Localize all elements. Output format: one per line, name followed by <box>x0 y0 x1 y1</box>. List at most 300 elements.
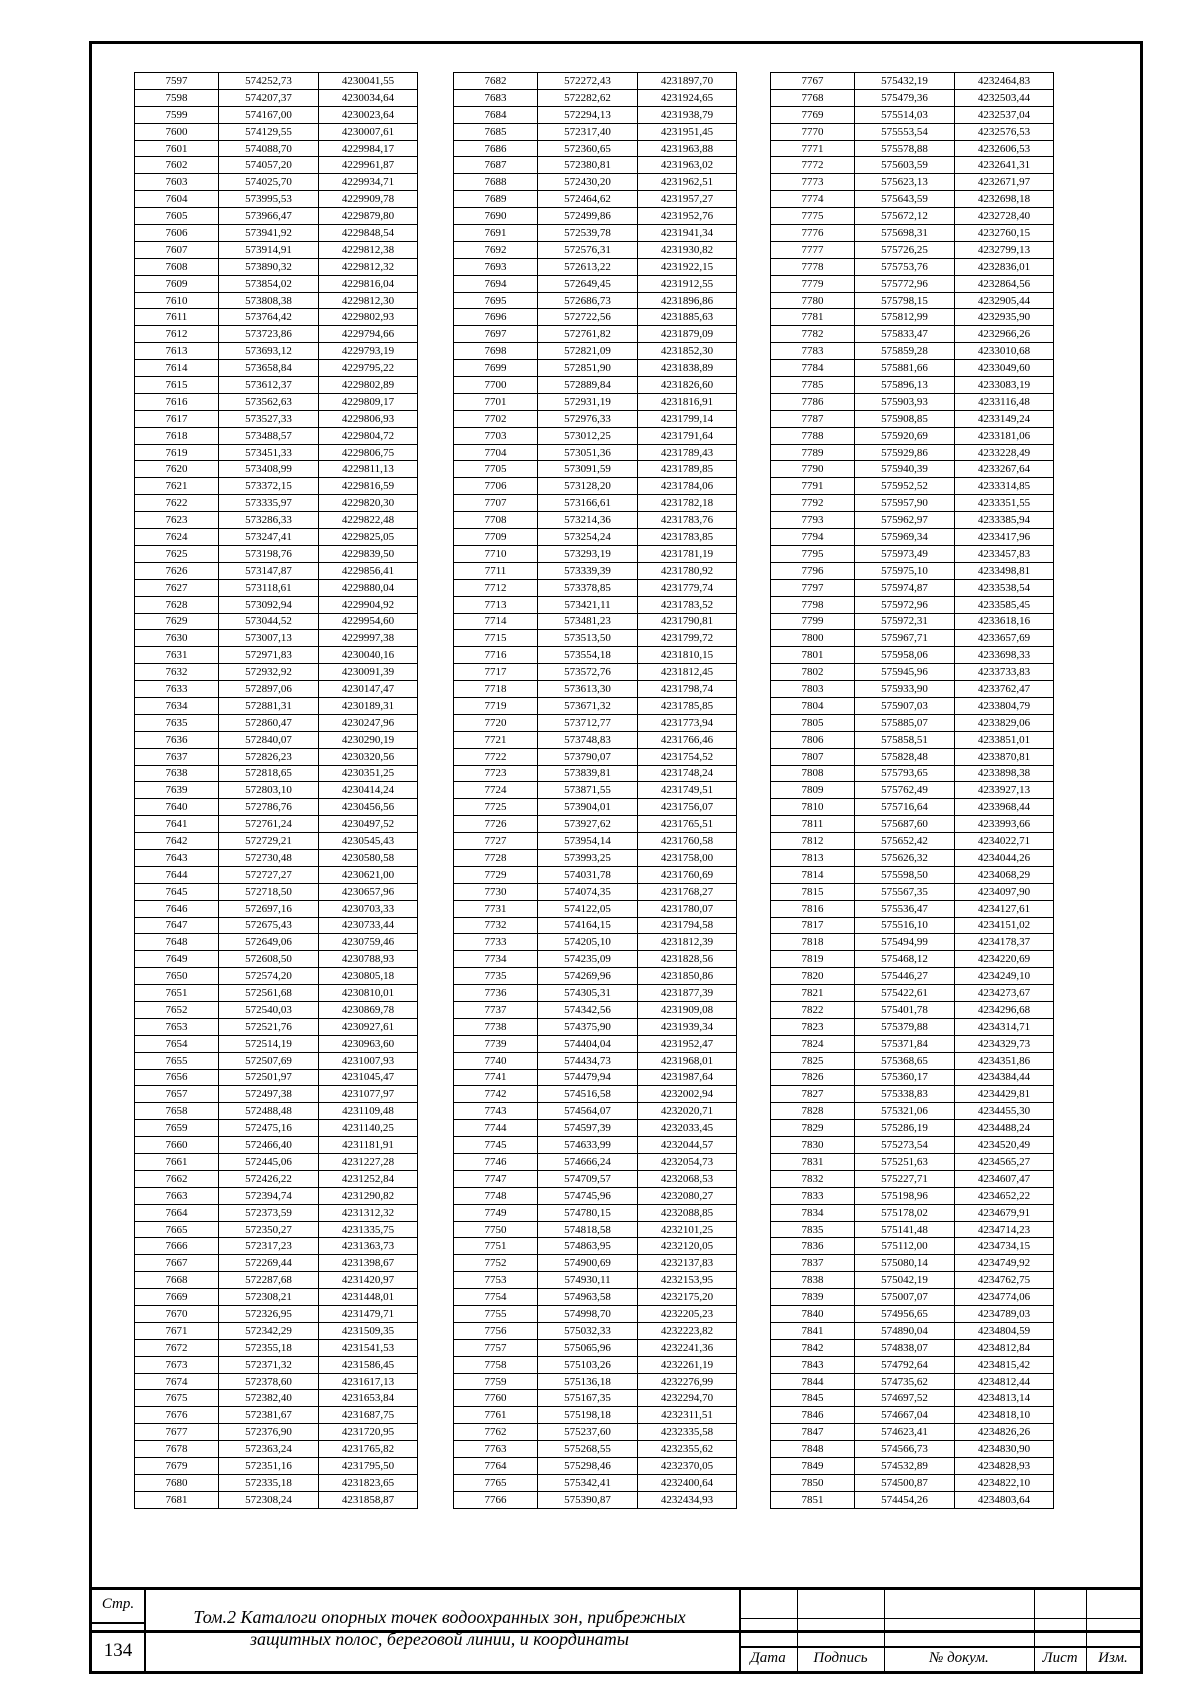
x-coordinate-cell: 572308,24 <box>219 1491 319 1508</box>
point-number-cell: 7666 <box>135 1238 219 1255</box>
x-coordinate-cell: 573693,12 <box>219 343 319 360</box>
point-number-cell: 7834 <box>771 1204 855 1221</box>
y-coordinate-cell: 4229811,13 <box>319 461 418 478</box>
table-row <box>135 748 418 765</box>
point-number-cell: 7742 <box>454 1086 538 1103</box>
table-row <box>771 748 1054 765</box>
table-row <box>771 934 1054 951</box>
y-coordinate-cell: 4233351,55 <box>955 495 1054 512</box>
table-row <box>771 393 1054 410</box>
x-coordinate-cell: 575298,46 <box>538 1458 638 1475</box>
table-row <box>135 140 418 157</box>
y-coordinate-cell: 4230040,16 <box>319 647 418 664</box>
point-number-cell: 7653 <box>135 1018 219 1035</box>
table-row <box>454 664 737 681</box>
x-coordinate-cell: 575967,71 <box>855 630 955 647</box>
table-row <box>135 1306 418 1323</box>
point-number-cell: 7709 <box>454 529 538 546</box>
table-row <box>454 191 737 208</box>
y-coordinate-cell: 4229812,32 <box>319 258 418 275</box>
table-row <box>135 427 418 444</box>
table-row <box>771 1424 1054 1441</box>
y-coordinate-cell: 4234565,27 <box>955 1154 1054 1171</box>
table-row <box>454 1187 737 1204</box>
y-coordinate-cell: 4234679,91 <box>955 1204 1054 1221</box>
point-number-cell: 7645 <box>135 883 219 900</box>
x-coordinate-cell: 575716,64 <box>855 799 955 816</box>
x-coordinate-cell: 573051,36 <box>538 444 638 461</box>
table-row <box>135 816 418 833</box>
x-coordinate-cell: 573166,61 <box>538 495 638 512</box>
table-row <box>771 579 1054 596</box>
y-coordinate-cell: 4233585,45 <box>955 596 1054 613</box>
point-number-cell: 7634 <box>135 697 219 714</box>
y-coordinate-cell: 4230810,01 <box>319 985 418 1002</box>
y-coordinate-cell: 4231838,89 <box>638 360 737 377</box>
y-coordinate-cell: 4232355,62 <box>638 1441 737 1458</box>
point-number-cell: 7801 <box>771 647 855 664</box>
point-number-cell: 7754 <box>454 1289 538 1306</box>
x-coordinate-cell: 574930,11 <box>538 1272 638 1289</box>
table-row <box>771 1289 1054 1306</box>
y-coordinate-cell: 4234127,61 <box>955 900 1054 917</box>
x-coordinate-cell: 575672,12 <box>855 208 955 225</box>
table-row <box>135 1052 418 1069</box>
y-coordinate-cell: 4234815,42 <box>955 1356 1054 1373</box>
point-number-cell: 7824 <box>771 1035 855 1052</box>
table-row <box>454 258 737 275</box>
y-coordinate-cell: 4231398,67 <box>319 1255 418 1272</box>
point-number-cell: 7604 <box>135 191 219 208</box>
x-coordinate-cell: 572350,27 <box>219 1221 319 1238</box>
point-number-cell: 7811 <box>771 816 855 833</box>
x-coordinate-cell: 575390,87 <box>538 1491 638 1508</box>
point-number-cell: 7681 <box>135 1491 219 1508</box>
x-coordinate-cell: 575812,99 <box>855 309 955 326</box>
point-number-cell: 7603 <box>135 174 219 191</box>
table-row <box>454 681 737 698</box>
point-number-cell: 7756 <box>454 1322 538 1339</box>
table-row <box>135 1407 418 1424</box>
x-coordinate-cell: 572514,19 <box>219 1035 319 1052</box>
point-number-cell: 7618 <box>135 427 219 444</box>
point-number-cell: 7697 <box>454 326 538 343</box>
y-coordinate-cell: 4233733,83 <box>955 664 1054 681</box>
point-number-cell: 7739 <box>454 1035 538 1052</box>
x-coordinate-cell: 572730,48 <box>219 849 319 866</box>
point-number-cell: 7752 <box>454 1255 538 1272</box>
point-number-cell: 7690 <box>454 208 538 225</box>
point-number-cell: 7828 <box>771 1103 855 1120</box>
y-coordinate-cell: 4234022,71 <box>955 833 1054 850</box>
y-coordinate-cell: 4231790,81 <box>638 613 737 630</box>
x-coordinate-cell: 574564,07 <box>538 1103 638 1120</box>
table-row <box>771 562 1054 579</box>
point-number-cell: 7606 <box>135 225 219 242</box>
x-coordinate-cell: 572521,76 <box>219 1018 319 1035</box>
point-number-cell: 7777 <box>771 241 855 258</box>
table-row <box>771 714 1054 731</box>
x-coordinate-cell: 572464,62 <box>538 191 638 208</box>
point-number-cell: 7792 <box>771 495 855 512</box>
y-coordinate-cell: 4232294,70 <box>638 1390 737 1407</box>
table-row <box>135 1187 418 1204</box>
y-coordinate-cell: 4231952,76 <box>638 208 737 225</box>
table-row <box>454 1390 737 1407</box>
x-coordinate-cell: 572818,65 <box>219 765 319 782</box>
point-number-cell: 7692 <box>454 241 538 258</box>
table-row <box>771 1272 1054 1289</box>
table-row <box>135 765 418 782</box>
table-row <box>454 1018 737 1035</box>
x-coordinate-cell: 574252,73 <box>219 73 319 90</box>
point-number-cell: 7743 <box>454 1103 538 1120</box>
y-coordinate-cell: 4231227,28 <box>319 1154 418 1171</box>
point-number-cell: 7796 <box>771 562 855 579</box>
table-row <box>771 529 1054 546</box>
signature-label: Подпись <box>813 1650 868 1666</box>
table-row <box>771 782 1054 799</box>
table-row <box>771 900 1054 917</box>
x-coordinate-cell: 572576,31 <box>538 241 638 258</box>
x-coordinate-cell: 575273,54 <box>855 1137 955 1154</box>
x-coordinate-cell: 573839,81 <box>538 765 638 782</box>
y-coordinate-cell: 4234812,44 <box>955 1373 1054 1390</box>
point-number-cell: 7607 <box>135 241 219 258</box>
y-coordinate-cell: 4231140,25 <box>319 1120 418 1137</box>
y-coordinate-cell: 4234804,59 <box>955 1322 1054 1339</box>
point-number-cell: 7781 <box>771 309 855 326</box>
table-row <box>454 1441 737 1458</box>
y-coordinate-cell: 4230023,64 <box>319 106 418 123</box>
y-coordinate-cell: 4231766,46 <box>638 731 737 748</box>
point-number-cell: 7642 <box>135 833 219 850</box>
y-coordinate-cell: 4232223,82 <box>638 1322 737 1339</box>
y-coordinate-cell: 4233010,68 <box>955 343 1054 360</box>
point-number-cell: 7823 <box>771 1018 855 1035</box>
y-coordinate-cell: 4232434,93 <box>638 1491 737 1508</box>
y-coordinate-cell: 4231795,50 <box>319 1458 418 1475</box>
y-coordinate-cell: 4229880,04 <box>319 579 418 596</box>
y-coordinate-cell: 4230189,31 <box>319 697 418 714</box>
y-coordinate-cell: 4232020,71 <box>638 1103 737 1120</box>
x-coordinate-cell: 575422,61 <box>855 985 955 1002</box>
table-row <box>771 275 1054 292</box>
table-row <box>135 917 418 934</box>
x-coordinate-cell: 575858,51 <box>855 731 955 748</box>
x-coordinate-cell: 573671,32 <box>538 697 638 714</box>
x-coordinate-cell: 575962,97 <box>855 512 955 529</box>
y-coordinate-cell: 4231045,47 <box>319 1069 418 1086</box>
point-number-cell: 7843 <box>771 1356 855 1373</box>
table-row <box>454 1407 737 1424</box>
x-coordinate-cell: 572426,22 <box>219 1170 319 1187</box>
table-row <box>135 934 418 951</box>
point-number-cell: 7826 <box>771 1069 855 1086</box>
table-row <box>135 714 418 731</box>
point-number-cell: 7665 <box>135 1221 219 1238</box>
x-coordinate-cell: 574207,37 <box>219 89 319 106</box>
point-number-cell: 7813 <box>771 849 855 866</box>
y-coordinate-cell: 4231963,02 <box>638 157 737 174</box>
table-row <box>454 89 737 106</box>
point-number-cell: 7699 <box>454 360 538 377</box>
table-row <box>771 512 1054 529</box>
table-row <box>454 613 737 630</box>
x-coordinate-cell: 575468,12 <box>855 951 955 968</box>
x-coordinate-cell: 573527,33 <box>219 410 319 427</box>
x-coordinate-cell: 572430,20 <box>538 174 638 191</box>
point-number-cell: 7639 <box>135 782 219 799</box>
table-row <box>135 461 418 478</box>
y-coordinate-cell: 4234762,75 <box>955 1272 1054 1289</box>
table-row <box>454 427 737 444</box>
table-row <box>454 1204 737 1221</box>
table-row <box>454 697 737 714</box>
y-coordinate-cell: 4231252,84 <box>319 1170 418 1187</box>
point-number-cell: 7798 <box>771 596 855 613</box>
y-coordinate-cell: 4232080,27 <box>638 1187 737 1204</box>
point-number-cell: 7839 <box>771 1289 855 1306</box>
x-coordinate-cell: 573092,94 <box>219 596 319 613</box>
y-coordinate-cell: 4232503,44 <box>955 89 1054 106</box>
point-number-cell: 7599 <box>135 106 219 123</box>
y-coordinate-cell: 4234178,37 <box>955 934 1054 951</box>
x-coordinate-cell: 574342,56 <box>538 1001 638 1018</box>
y-coordinate-cell: 4233762,47 <box>955 681 1054 698</box>
x-coordinate-cell: 575103,26 <box>538 1356 638 1373</box>
stamp-divider <box>739 1646 1140 1648</box>
y-coordinate-cell: 4234607,47 <box>955 1170 1054 1187</box>
table-row <box>454 900 737 917</box>
table-row <box>454 1424 737 1441</box>
y-coordinate-cell: 4231799,14 <box>638 410 737 427</box>
point-number-cell: 7795 <box>771 545 855 562</box>
table-row <box>771 1373 1054 1390</box>
table-row <box>454 360 737 377</box>
table-row <box>771 1356 1054 1373</box>
y-coordinate-cell: 4230788,93 <box>319 951 418 968</box>
x-coordinate-cell: 574566,73 <box>855 1441 955 1458</box>
y-coordinate-cell: 4229806,75 <box>319 444 418 461</box>
coordinates-table-3 <box>770 72 1054 1509</box>
table-row <box>454 1052 737 1069</box>
table-row <box>135 241 418 258</box>
point-number-cell: 7821 <box>771 985 855 1002</box>
y-coordinate-cell: 4231823,65 <box>319 1474 418 1491</box>
x-coordinate-cell: 572382,40 <box>219 1390 319 1407</box>
x-coordinate-cell: 573378,85 <box>538 579 638 596</box>
table-row <box>454 1137 737 1154</box>
point-number-cell: 7747 <box>454 1170 538 1187</box>
table-row <box>771 208 1054 225</box>
y-coordinate-cell: 4229909,78 <box>319 191 418 208</box>
point-number-cell: 7745 <box>454 1137 538 1154</box>
y-coordinate-cell: 4233618,16 <box>955 613 1054 630</box>
table-row <box>135 1069 418 1086</box>
table-row <box>135 883 418 900</box>
point-number-cell: 7704 <box>454 444 538 461</box>
table-row <box>454 157 737 174</box>
table-row <box>454 140 737 157</box>
y-coordinate-cell: 4233829,06 <box>955 714 1054 731</box>
point-number-cell: 7668 <box>135 1272 219 1289</box>
x-coordinate-cell: 575972,96 <box>855 596 955 613</box>
table-row <box>771 241 1054 258</box>
x-coordinate-cell: 575598,50 <box>855 866 955 883</box>
x-coordinate-cell: 575896,13 <box>855 377 955 394</box>
x-coordinate-cell: 575268,55 <box>538 1441 638 1458</box>
x-coordinate-cell: 572613,22 <box>538 258 638 275</box>
table-row <box>135 1373 418 1390</box>
point-number-cell: 7643 <box>135 849 219 866</box>
point-number-cell: 7713 <box>454 596 538 613</box>
x-coordinate-cell: 575945,96 <box>855 664 955 681</box>
x-coordinate-cell: 574479,94 <box>538 1069 638 1086</box>
table-row <box>135 1339 418 1356</box>
x-coordinate-cell: 573890,32 <box>219 258 319 275</box>
table-row <box>454 596 737 613</box>
y-coordinate-cell: 4231962,51 <box>638 174 737 191</box>
y-coordinate-cell: 4231783,52 <box>638 596 737 613</box>
point-number-cell: 7791 <box>771 478 855 495</box>
y-coordinate-cell: 4230497,52 <box>319 816 418 833</box>
y-coordinate-cell: 4230351,25 <box>319 765 418 782</box>
y-coordinate-cell: 4234734,15 <box>955 1238 1054 1255</box>
table-row <box>454 579 737 596</box>
x-coordinate-cell: 575032,33 <box>538 1322 638 1339</box>
point-number-cell: 7619 <box>135 444 219 461</box>
table-row <box>771 1154 1054 1171</box>
x-coordinate-cell: 574792,64 <box>855 1356 955 1373</box>
point-number-cell: 7640 <box>135 799 219 816</box>
table-row <box>454 799 737 816</box>
table-row <box>135 1120 418 1137</box>
point-number-cell: 7625 <box>135 545 219 562</box>
point-number-cell: 7715 <box>454 630 538 647</box>
x-coordinate-cell: 573339,39 <box>538 562 638 579</box>
table-row <box>135 1238 418 1255</box>
x-coordinate-cell: 574998,70 <box>538 1306 638 1323</box>
x-coordinate-cell: 575952,52 <box>855 478 955 495</box>
x-coordinate-cell: 573118,61 <box>219 579 319 596</box>
table-row <box>771 985 1054 1002</box>
y-coordinate-cell: 4234774,06 <box>955 1289 1054 1306</box>
x-coordinate-cell: 572821,09 <box>538 343 638 360</box>
y-coordinate-cell: 4231290,82 <box>319 1187 418 1204</box>
table-row <box>135 1170 418 1187</box>
x-coordinate-cell: 575198,18 <box>538 1407 638 1424</box>
y-coordinate-cell: 4231586,45 <box>319 1356 418 1373</box>
x-coordinate-cell: 572889,84 <box>538 377 638 394</box>
point-number-cell: 7844 <box>771 1373 855 1390</box>
x-coordinate-cell: 575958,06 <box>855 647 955 664</box>
point-number-cell: 7841 <box>771 1322 855 1339</box>
table-row <box>771 968 1054 985</box>
table-row <box>135 106 418 123</box>
table-row <box>454 1086 737 1103</box>
change-label: Изм. <box>1098 1650 1128 1666</box>
point-number-cell: 7669 <box>135 1289 219 1306</box>
y-coordinate-cell: 4232606,53 <box>955 140 1054 157</box>
table-row <box>454 816 737 833</box>
x-coordinate-cell: 575623,13 <box>855 174 955 191</box>
x-coordinate-cell: 575141,48 <box>855 1221 955 1238</box>
x-coordinate-cell: 574500,87 <box>855 1474 955 1491</box>
x-coordinate-cell: 574900,69 <box>538 1255 638 1272</box>
y-coordinate-cell: 4234314,71 <box>955 1018 1054 1035</box>
table-row <box>135 1137 418 1154</box>
y-coordinate-cell: 4231789,85 <box>638 461 737 478</box>
x-coordinate-cell: 575112,00 <box>855 1238 955 1255</box>
point-number-cell: 7720 <box>454 714 538 731</box>
point-number-cell: 7627 <box>135 579 219 596</box>
table-row <box>771 1306 1054 1323</box>
y-coordinate-cell: 4231780,92 <box>638 562 737 579</box>
x-coordinate-cell: 573572,76 <box>538 664 638 681</box>
y-coordinate-cell: 4229839,50 <box>319 545 418 562</box>
table-row <box>135 1255 418 1272</box>
point-number-cell: 7638 <box>135 765 219 782</box>
y-coordinate-cell: 4231930,82 <box>638 241 737 258</box>
point-number-cell: 7788 <box>771 427 855 444</box>
x-coordinate-cell: 572649,06 <box>219 934 319 951</box>
date-label: Дата <box>750 1650 786 1666</box>
point-number-cell: 7716 <box>454 647 538 664</box>
x-coordinate-cell: 575368,65 <box>855 1052 955 1069</box>
x-coordinate-cell: 575920,69 <box>855 427 955 444</box>
point-number-cell: 7686 <box>454 140 538 157</box>
x-coordinate-cell: 573513,50 <box>538 630 638 647</box>
table-row <box>135 343 418 360</box>
point-number-cell: 7714 <box>454 613 538 630</box>
y-coordinate-cell: 4229856,41 <box>319 562 418 579</box>
table-row <box>454 1272 737 1289</box>
y-coordinate-cell: 4229795,22 <box>319 360 418 377</box>
table-row <box>135 731 418 748</box>
point-number-cell: 7769 <box>771 106 855 123</box>
point-number-cell: 7661 <box>135 1154 219 1171</box>
point-number-cell: 7598 <box>135 89 219 106</box>
y-coordinate-cell: 4231779,74 <box>638 579 737 596</box>
table-row <box>771 849 1054 866</box>
point-number-cell: 7735 <box>454 968 538 985</box>
y-coordinate-cell: 4231951,45 <box>638 123 737 140</box>
y-coordinate-cell: 4231896,86 <box>638 292 737 309</box>
x-coordinate-cell: 572394,74 <box>219 1187 319 1204</box>
table-row <box>771 731 1054 748</box>
table-row <box>135 1154 418 1171</box>
table-row <box>135 681 418 698</box>
y-coordinate-cell: 4234812,84 <box>955 1339 1054 1356</box>
table-row <box>135 849 418 866</box>
y-coordinate-cell: 4233698,33 <box>955 647 1054 664</box>
y-coordinate-cell: 4232068,53 <box>638 1170 737 1187</box>
y-coordinate-cell: 4229961,87 <box>319 157 418 174</box>
point-number-cell: 7628 <box>135 596 219 613</box>
x-coordinate-cell: 573128,20 <box>538 478 638 495</box>
y-coordinate-cell: 4230703,33 <box>319 900 418 917</box>
y-coordinate-cell: 4233417,96 <box>955 529 1054 546</box>
y-coordinate-cell: 4231448,01 <box>319 1289 418 1306</box>
title-line: защитных полос, береговой линии, и координаты <box>250 1629 629 1649</box>
point-number-cell: 7608 <box>135 258 219 275</box>
y-coordinate-cell: 4233538,54 <box>955 579 1054 596</box>
point-number-cell: 7779 <box>771 275 855 292</box>
y-coordinate-cell: 4231335,75 <box>319 1221 418 1238</box>
x-coordinate-cell: 573904,01 <box>538 799 638 816</box>
point-number-cell: 7738 <box>454 1018 538 1035</box>
